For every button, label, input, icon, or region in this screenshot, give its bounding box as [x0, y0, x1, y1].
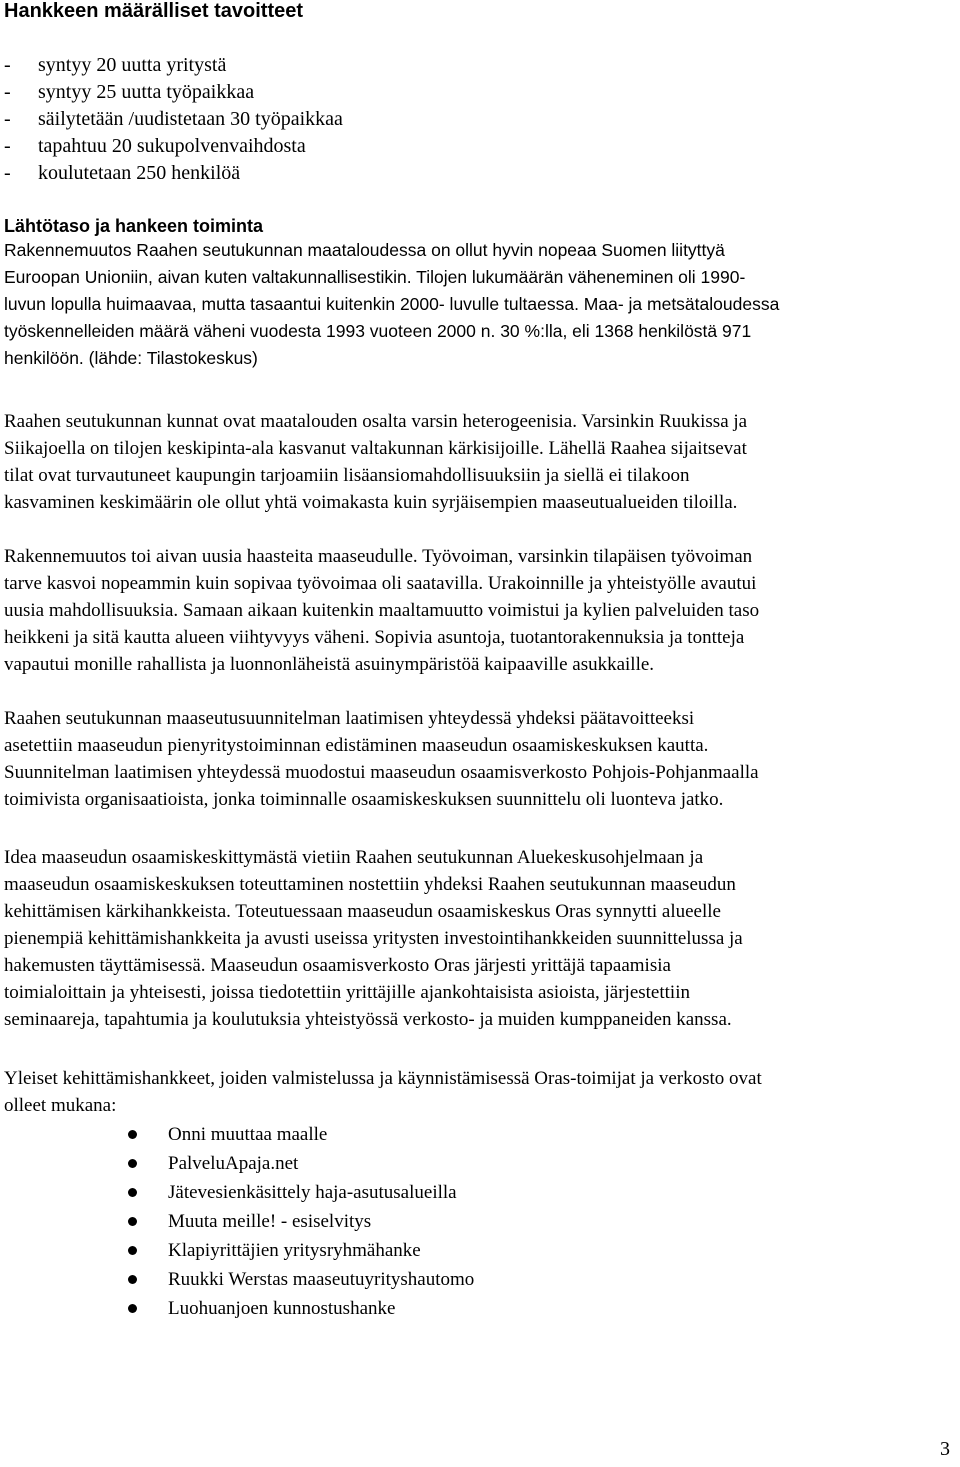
text-line: Suunnitelman laatimisen yhteydessä muodostui maaseudun osaamisverkosto Pohjois-Pohjanmaalla [4, 762, 759, 783]
text-line: Idea maaseudun osaamiskeskittymästä vietiin Raahen seutukunnan Aluekeskusohjelmaan ja [4, 847, 704, 868]
text-line: Euroopan Unioniin, aivan kuten valtakunnallisestikin. Tilojen lukumäärän väheneminen oli 1990- [4, 267, 746, 287]
bullet-icon [128, 1188, 137, 1197]
text-line: Siikajoella on tilojen keskipinta-ala kasvanut valtakunnan kärkisijoille. Lähellä Raahea sijaitsevat [4, 438, 747, 459]
project-name: Jätevesienkäsittely haja-asutusalueilla [168, 1182, 457, 1203]
paragraph-municipalities [4, 408, 952, 516]
list-item [4, 133, 343, 160]
text-line: Yleiset kehittämishankkeet, joiden valmistelussa ja käynnistämisessä Oras-toimijat ja verkosto ovat [4, 1068, 762, 1089]
goal-text: koulutetaan 250 henkilöä [38, 162, 241, 184]
text-line: luvun lopulla huimaavaa, mutta tasaantui kuitenkin 2000- luvulle tultaessa. Maa- ja metsätaloudessa [4, 294, 780, 314]
dash-marker: - [4, 135, 11, 157]
list-item [0, 1207, 474, 1236]
dash-marker: - [4, 54, 11, 76]
list-item [0, 1265, 474, 1294]
text-line: Raahen seutukunnan maaseutusuunnitelman laatimisen yhteydessä yhdeksi päätavoitteeksi [4, 708, 695, 729]
text-line: olleet mukana: [4, 1095, 117, 1116]
list-item [0, 1178, 474, 1207]
bullet-icon [128, 1130, 137, 1139]
paragraph-structural-change [4, 237, 952, 372]
goal-text: syntyy 20 uutta yritystä [38, 54, 227, 76]
page-title: Hankkeen määrälliset tavoitteet [4, 0, 304, 22]
text-line: kehittämisen kärkihankkeista. Toteutuessaan maaseudun osaamiskeskus Oras synnytti alueelle [4, 901, 721, 922]
project-name: Ruukki Werstas maaseutuyrityshautomo [168, 1269, 475, 1290]
text-line: asetettiin maaseudun pienyritystoiminnan edistäminen maaseudun osaamiskeskuksen kautta. [4, 735, 709, 756]
text-line: vapautui monille rahallista ja luonnonläheistä asuinympäristöä kaipaaville asukkaille. [4, 654, 655, 675]
project-name: Klapiyrittäjien yritysryhmähanke [168, 1240, 421, 1261]
text-line: maaseudun osaamiskeskuksen toteuttaminen nostettiin yhdeksi Raahen seutukunnan maaseudun [4, 874, 736, 895]
text-line: tarve kasvoi nopeammin kuin sopivaa työvoimaa oli saatavilla. Urakoinnille ja yhteistyölle avautui [4, 573, 757, 594]
project-name: Onni muuttaa maalle [168, 1124, 328, 1145]
list-item [4, 106, 343, 133]
goals-list [4, 52, 343, 187]
list-item [0, 1149, 474, 1178]
text-line: heikkeni ja sitä kautta alueen viihtyvyys väheni. Sopivia asuntoja, tuotantorakennuksia ja tontteja [4, 627, 745, 648]
paragraph-rural-plan [4, 705, 952, 813]
paragraph-oras-centre [4, 844, 952, 1033]
projects-list [0, 1120, 474, 1323]
text-line: uusia mahdollisuuksia. Samaan aikaan kuitenkin maaltamuutto voimistui ja kylien palveluiden taso [4, 600, 760, 621]
paragraph-projects-intro [4, 1065, 952, 1119]
list-item [4, 52, 343, 79]
dash-marker: - [4, 81, 11, 103]
text-line: tilat ovat turvautuneet kaupungin tarjoamiin lisäansiomahdollisuuksiin ja siellä ei tilakoon [4, 465, 690, 486]
bullet-icon [128, 1159, 137, 1168]
list-item [4, 160, 343, 187]
list-item [4, 79, 343, 106]
text-line: henkilöön. (lähde: Tilastokeskus) [4, 348, 258, 368]
bullet-icon [128, 1246, 137, 1255]
text-line: toimivista organisaatioista, jonka toiminnalle osaamiskeskuksen suunnittelu oli luonteva jatko. [4, 789, 724, 810]
goal-text: säilytetään /uudistetaan 30 työpaikkaa [38, 108, 343, 130]
text-line: toimialoittain ja yhteisesti, joissa tiedotettiin yrittäjille ajankohtaisista asioista, järjestettiin [4, 982, 690, 1003]
list-item [0, 1294, 474, 1323]
page-number: 3 [940, 1438, 950, 1460]
text-line: kasvaminen keskimäärin ole ollut yhtä voimakasta kuin syrjäisempien maaseutualueiden tiloilla. [4, 492, 738, 513]
section-heading: Lähtötaso ja hankeen toiminta [4, 216, 264, 236]
text-line: Rakennemuutos toi aivan uusia haasteita maaseudulle. Työvoiman, varsinkin tilapäisen työvoiman [4, 546, 753, 567]
bullet-icon [128, 1217, 137, 1226]
text-line: hakemusten täyttämisessä. Maaseudun osaamisverkosto Oras järjesti yrittäjä tapaamisia [4, 955, 671, 976]
list-item [0, 1236, 474, 1265]
project-name: PalveluApaja.net [168, 1153, 299, 1174]
list-item [0, 1120, 474, 1149]
goal-text: tapahtuu 20 sukupolvenvaihdosta [38, 135, 306, 157]
text-line: seminaareja, tapahtumia ja koulutuksia yhteistyössä verkosto- ja muiden kumppaneiden kanssa. [4, 1009, 732, 1030]
text-line: Rakennemuutos Raahen seutukunnan maataloudessa on ollut hyvin nopeaa Suomen liityttyä [4, 240, 725, 260]
text-line: pienempiä kehittämishankkeita ja avusti useissa yritysten investointihankkeiden suunnittelussa ja [4, 928, 743, 949]
dash-marker: - [4, 162, 11, 184]
text-line: Raahen seutukunnan kunnat ovat maatalouden osalta varsin heterogeenisia. Varsinkin Ruukissa ja [4, 411, 748, 432]
dash-marker: - [4, 108, 11, 130]
project-name: Luohuanjoen kunnostushanke [168, 1298, 396, 1319]
paragraph-challenges [4, 543, 952, 678]
text-line: työskennelleiden määrä väheni vuodesta 1993 vuoteen 2000 n. 30 %:lla, eli 1368 henkilöstä 971 [4, 321, 752, 341]
goal-text: syntyy 25 uutta työpaikkaa [38, 81, 255, 103]
bullet-icon [128, 1304, 137, 1313]
bullet-icon [128, 1275, 137, 1284]
project-name: Muuta meille! - esiselvitys [168, 1211, 372, 1232]
